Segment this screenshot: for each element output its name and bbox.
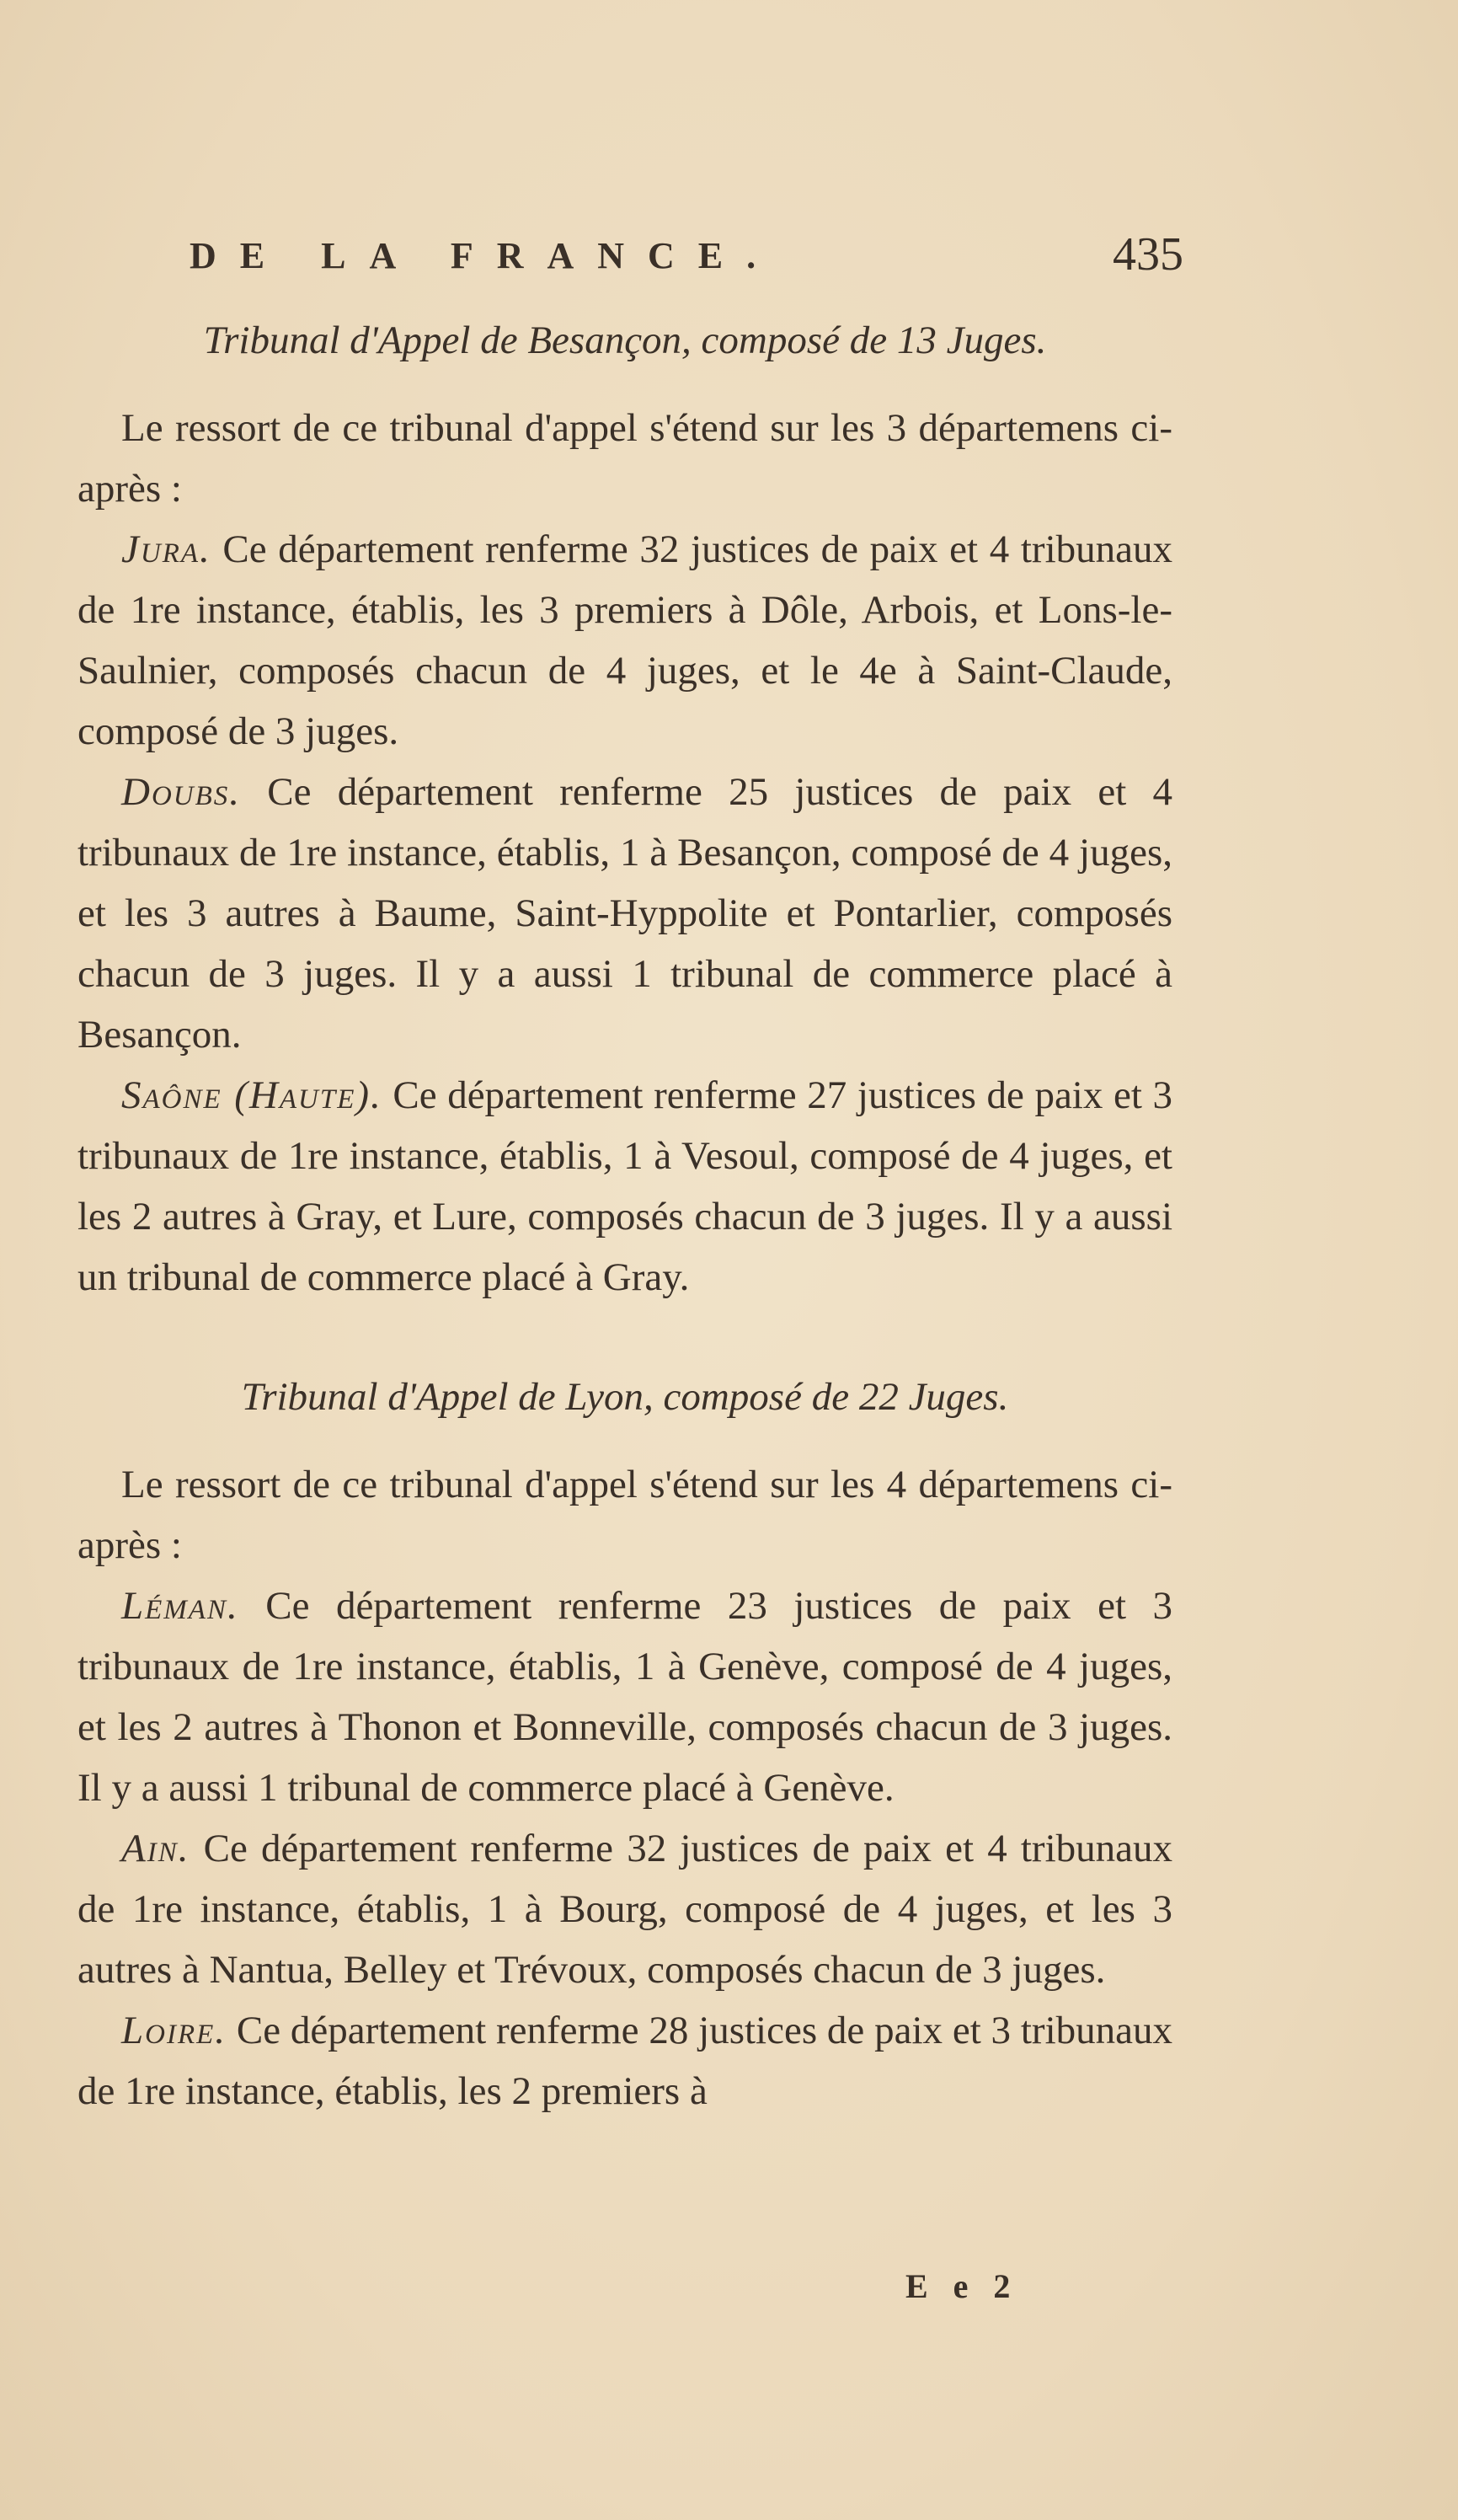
department-name: Loire. (121, 2009, 227, 2052)
entry-text: Ce département renferme 25 justices de paix et 4 tribunaux de 1re instance, établis, 1 à Besançon, composé de 4 juges, et les 3 autres à Baume, Saint-Hyppolite et Pontarlier, composés chacun de 3 juges. Il y a aussi 1 tribunal de commerce placé à Besançon. (77, 770, 1173, 1057)
section-intro-besancon: Le ressort de ce tribunal d'appel s'étend sur les 3 départemens ci-après : (77, 406, 1172, 511)
department-name: Saône (Haute). (121, 1073, 382, 1117)
section-heading-lyon: Tribunal d'Appel de Lyon, composé de 22 Juges. (241, 1375, 1009, 1419)
entry-text: Ce département renferme 32 justices de paix et 4 tribunaux de 1re instance, établis, 1 à Bourg, composé de 4 juges, et les 3 autres à Nantua, Belley et Trévoux, composés chacun de 3 juges. (77, 1827, 1172, 1992)
entry-leman (77, 1576, 1172, 1818)
page-body (77, 303, 1172, 2121)
department-name: Léman. (121, 1584, 239, 1628)
entry-doubs (77, 762, 1172, 1065)
entry-haute-saone (77, 1065, 1172, 1308)
entry-text: Ce département renferme 32 justices de paix et 4 tribunaux de 1re instance, établis, les 3 premiers à Dôle, Arbois, et Lons-le-Saulnier, composés chacun de 4 juges, et le 4e à Saint-Claude, composé de 3 juges. (77, 527, 1172, 753)
entry-loire (77, 2000, 1172, 2121)
entry-jura (77, 519, 1172, 762)
section-heading-besancon: Tribunal d'Appel de Besançon, composé de 13 Juges. (203, 318, 1047, 362)
page-header (190, 228, 1183, 302)
department-name: Doubs. (121, 770, 242, 814)
page-number: 435 (1113, 228, 1183, 281)
signature-mark: E e 2 (905, 2267, 1019, 2305)
department-name: Ain. (121, 1827, 190, 1870)
running-title: DE LA FRANCE. (190, 235, 780, 276)
section-intro-lyon: Le ressort de ce tribunal d'appel s'étend sur les 4 départemens ci-après : (77, 1463, 1172, 1567)
entry-text: Ce département renferme 28 justices de paix et 3 tribunaux de 1re instance, établis, les 2 premiers à (77, 2009, 1172, 2113)
entry-ain (77, 1818, 1172, 2000)
department-name: Jura. (121, 527, 211, 571)
entry-text: Ce département renferme 23 justices de paix et 3 tribunaux de 1re instance, établis, 1 à Genève, composé de 4 juges, et les 2 autres à Thonon et Bonneville, composés chacun de 3 juges. Il y a aussi 1 tribunal de commerce placé à Genève. (77, 1584, 1173, 1810)
entry-text: Ce département renferme 27 justices de paix et 3 tribunaux de 1re instance, établis, 1 à Vesoul, composé de 4 juges, et les 2 autres à Gray, et Lure, composés chacun de 3 juges. Il y a aussi un tribunal de commerce placé à Gray. (77, 1073, 1172, 1299)
